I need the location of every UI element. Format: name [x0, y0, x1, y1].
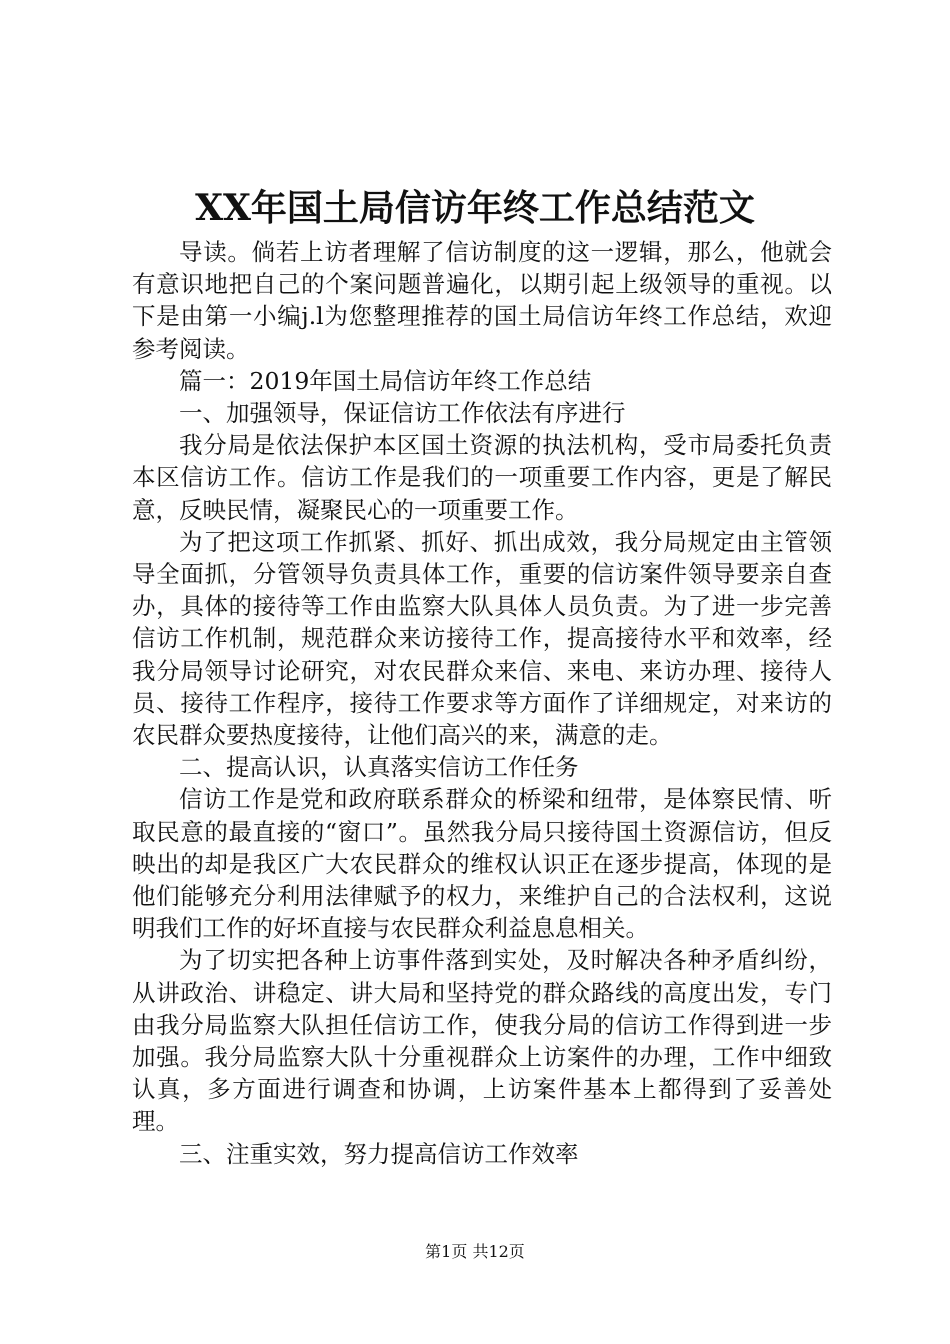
paragraph: 信访工作是党和政府联系群众的桥梁和纽带，是体察民情、听取民意的最直接的“窗口”。虽然我分局只接待国土资源信访，但反映出的却是我区广大农民群众的维权认识正在逐步提高，体现的是他们能够充分利用法律赋予的权力，来维护自己的合法权利，这说明我们工作的好坏直接与农民群众利益息息相关。 [132, 785, 832, 943]
paragraph: 我分局是依法保护本区国土资源的执法机构，受市局委托负责本区信访工作。信访工作是我们的一项重要工作内容，更是了解民意，反映民情，凝聚民心的一项重要工作。 [132, 431, 832, 524]
paragraph-part-heading: 篇一：2019年国土局信访年终工作总结 [179, 366, 592, 395]
paragraph: 为了切实把各种上访事件落到实处，及时解决各种矛盾纠纷，从讲政治、讲稳定、讲大局和坚持党的群众路线的高度出发，专门由我分局监察大队担任信访工作，使我分局的信访工作得到进一步加强。我分局监察大队十分重视群众上访案件的办理，工作中细致认真，多方面进行调查和协调，上访案件基本上都得到了妥善处理。 [132, 946, 832, 1136]
paragraph-intro: 导读。倘若上访者理解了信访制度的这一逻辑，那么，他就会有意识地把自己的个案问题普遍化，以期引起上级领导的重视。以下是由第一小编j.l为您整理推荐的国土局信访年终工作总结，欢迎参考阅读。 [132, 238, 832, 363]
section-heading-1: 一、加强领导，保证信访工作依法有序进行 [179, 399, 626, 428]
section-heading-2: 二、提高认识，认真落实信访工作任务 [179, 753, 579, 782]
section-heading-3: 三、注重实效，努力提高信访工作效率 [179, 1139, 579, 1168]
document-title: XX年国土局信访年终工作总结范文 [195, 187, 755, 229]
paragraph: 为了把这项工作抓紧、抓好、抓出成效，我分局规定由主管领导全面抓，分管领导负责具体工作，重要的信访案件领导要亲自查办，具体的接待等工作由监察大队具体人员负责。为了进一步完善信访工作机制，规范群众来访接待工作，提高接待水平和效率，经我分局领导讨论研究，对农民群众来信、来电、来访办理、接待人员、接待工作程序，接待工作要求等方面作了详细规定，对来访的农民群众要热度接待，让他们高兴的来，满意的走。 [132, 527, 832, 750]
page-footer: 第1页 共12页 [425, 1242, 525, 1261]
document-body [132, 236, 832, 1170]
